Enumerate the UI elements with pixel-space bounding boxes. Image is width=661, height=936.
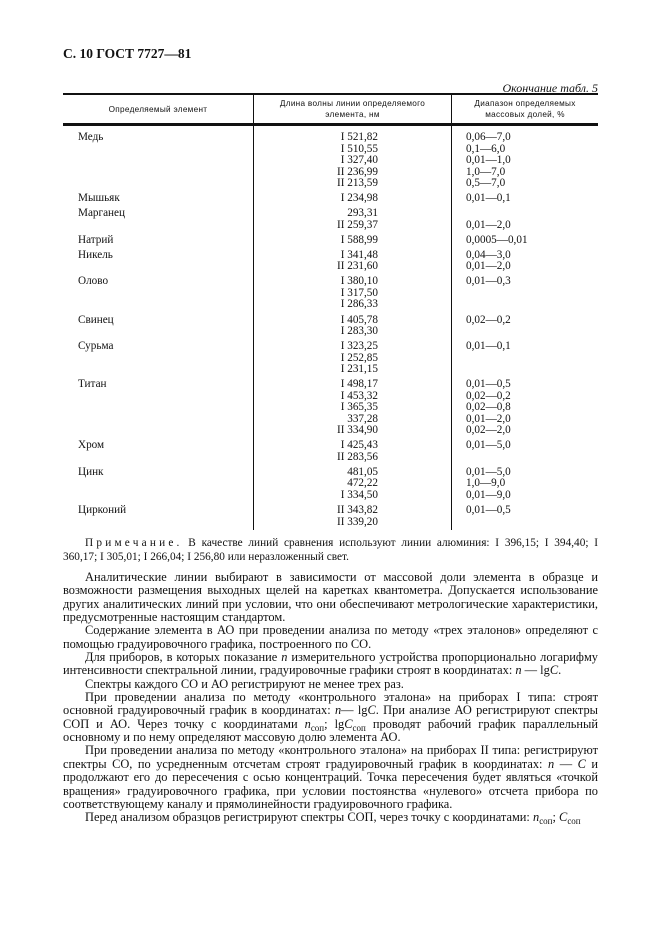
table-note [63,537,598,564]
table-row [63,311,598,338]
range-cell [452,125,599,190]
wavelength-value: I 252,85 [340,351,378,364]
range-value: 0,01—0,5 [466,504,511,517]
element-name: Титан [78,378,107,391]
wavelength-value: I 453,32 [340,389,378,402]
page-header: С. 10 ГОСТ 7727—81 [63,46,192,61]
wavelength-value: II 339,20 [336,515,378,528]
wavelength-cell [254,190,452,205]
wavelength-value: 481,05 [347,465,378,478]
column-header-wavelength: Длина волны линии определяемого элемента, нм [254,94,452,125]
range-value: 0,01—9,0 [466,488,511,501]
subscript: соп [352,722,366,733]
text: . При анализе АО регистрируют спектры СОП и АО. Через точку с координатами [63,703,598,731]
element-cell [63,501,254,530]
element-cell [63,437,254,464]
wavelength-cell [254,376,452,437]
range-value: 0,01—0,1 [466,340,511,353]
text: — lg [521,663,550,678]
wavelength-value: I 521,82 [340,131,378,143]
text: ; lg [324,716,345,731]
table-row [63,501,598,530]
table-row [63,190,598,205]
subscript: соп [310,722,325,733]
math-var: n [334,703,342,718]
table-row [63,273,598,311]
math-var: C [549,663,559,678]
range-value: 0,01—5,0 [466,439,511,452]
wavelength-value: I 588,99 [340,233,378,246]
text: При проведении анализа по методу «контрольного эталона» на приборах I типа: строят основной градуировочный график в координатах: [63,690,598,718]
range-value [452,364,598,376]
wavelength-value: I 405,78 [340,313,378,326]
range-cell [452,246,599,273]
wavelength-value: I 510,55 [340,142,378,155]
wavelength-value: II 259,37 [336,218,378,231]
wavelength-value: I 365,35 [340,401,378,414]
wavelength-value: I 327,40 [340,154,378,166]
wavelength-cell [254,437,452,464]
spectral-lines-table [63,93,598,530]
element-name: Марганец [78,207,126,220]
math-var: C [559,810,568,825]
range-value: 0,01—1,0 [466,154,511,166]
table-row [63,231,598,246]
wavelength-value: II 236,99 [336,165,378,178]
math-var: C [367,703,376,718]
range-cell [452,231,599,246]
wavelength-cell [254,273,452,311]
wavelength-value: I 286,33 [340,298,378,311]
text: проводят рабочий график параллельный основному и по нему определяют массовую долю элемента АО. [63,716,598,745]
wavelength-value: I 334,50 [340,488,378,501]
range-cell [452,501,599,530]
table-row [63,437,598,464]
text: и продолжают его до пересечения с осью концентраций. Точка пересечения будет являться «точкой вращения» градуировочного графика, при условии постоянства «нулевого» отсчета прибора по соответствующему каналу и прямолинейности градуировочного графика. [63,756,598,811]
math-var: n [515,663,522,678]
text: . [558,663,562,678]
range-value: 1,0—7,0 [466,165,506,178]
text: При проведении анализа по методу «контрольного эталона» на приборах II типа: регистрируют спектры СО, по усредненным отсчетам строят градуировочный график в координатах: [63,743,598,771]
range-cell [452,437,599,464]
wavelength-value: I 317,50 [340,286,378,299]
range-value [452,208,598,220]
paragraph: Содержание элемента в АО при проведении анализа по методу «трех эталонов» определяют с помощью градуировочного графика, построенного по СО. [63,623,598,651]
text: Перед анализом образцов регистрируют спектры СОП, через точку с координатами: [85,810,533,825]
paragraph: Аналитические линии выбирают в зависимости от массовой доли элемента в образце и возможности размещения выходных щелей на каретках квантометра. Допускается использование других аналитических линий при условии, что они обеспечивают метрологические характеристики, предусмотренные настоящим стандартом. [63,570,598,625]
element-cell [63,205,254,232]
range-value [452,299,598,311]
range-value: 0,01—0,5 [466,378,511,391]
range-value: 0,1—6,0 [466,142,506,155]
element-name: Свинец [78,313,114,326]
subscript: соп [567,816,581,827]
range-value: 0,04—3,0 [466,248,511,261]
wavelength-value: 293,31 [347,207,378,220]
table-continuation-label: Окончание табл. 5 [502,81,598,95]
paragraph [63,744,598,811]
paragraph [63,651,598,678]
column-header-element: Определяемый элемент [63,94,254,125]
wavelength-value: I 283,30 [340,325,378,338]
math-var: C [344,716,353,731]
range-value: 1,0—9,0 [466,477,506,490]
text: — lg [341,703,368,718]
range-value: 0,01—2,0 [466,260,511,273]
note-text: В качестве линий сравнения используют линии алюминия: I 396,15; I 394,40; I 360,17; I 305,01; I 266,04; I 256,80 или неразложенный свет. [63,537,598,563]
column-header-range: Диапазон определяемых массовых долей, % [452,94,599,125]
range-value [452,353,598,365]
range-value: 0,06—7,0 [466,131,511,143]
text: — [554,756,578,771]
range-value: 0,01—0,3 [466,275,511,288]
wavelength-value: I 234,98 [340,192,378,205]
range-value: 0,02—0,2 [466,313,511,326]
wavelength-value: 472,22 [347,477,378,490]
table-row [63,246,598,273]
wavelength-cell [254,246,452,273]
range-cell [452,190,599,205]
math-var: n [304,716,311,731]
text: измерительного устройства пропорционально логарифму интенсивности спектральной линии, градуировочные графики строят в координатах: [63,650,598,678]
wavelength-value: I 498,17 [340,378,378,391]
element-cell [63,376,254,437]
range-value: 0,01—5,0 [466,465,511,478]
element-name: Олово [78,275,109,288]
text: ; [552,810,560,825]
range-value [452,326,598,338]
element-name: Цирконий [78,504,127,517]
wavelength-value: II 334,90 [336,424,378,437]
element-cell [63,273,254,311]
range-cell [452,311,599,338]
range-value: 0,01—2,0 [466,218,511,231]
body-text [63,571,598,825]
range-cell [452,273,599,311]
math-var: n [281,650,288,665]
wavelength-cell [254,311,452,338]
math-var: n [547,756,555,771]
range-cell [452,338,599,376]
element-name: Цинк [78,465,104,478]
range-value: 0,0005—0,01 [466,233,528,246]
element-cell [63,246,254,273]
wavelength-value: I 425,43 [340,439,378,452]
element-name: Хром [78,439,105,452]
range-value: 0,5—7,0 [466,177,506,189]
wavelength-value: 337,28 [347,412,378,425]
element-cell [63,311,254,338]
element-name: Сурьма [78,340,114,353]
wavelength-value: I 341,48 [340,248,378,261]
element-name: Натрий [78,233,114,246]
wavelength-value: I 380,10 [340,275,378,288]
table-row [63,376,598,437]
range-value: 0,01—2,0 [466,412,511,425]
math-var: C [577,756,586,771]
range-value [452,288,598,300]
wavelength-value: II 343,82 [336,504,378,517]
element-cell [63,125,254,190]
table-row [63,125,598,190]
element-name: Медь [78,131,104,143]
paragraph [63,810,598,827]
range-value: 0,02—0,8 [466,401,511,414]
element-name: Никель [78,248,113,261]
table-header-row [63,94,598,125]
wavelength-cell [254,205,452,232]
table-row [63,338,598,376]
range-value: 0,01—0,1 [466,192,511,205]
wavelength-value: II 283,56 [336,450,378,463]
element-cell [63,338,254,376]
wavelength-value: II 231,60 [336,260,378,273]
range-cell [452,376,599,437]
wavelength-cell [254,125,452,190]
range-value [452,517,598,529]
element-cell [63,463,254,501]
wavelength-cell [254,338,452,376]
wavelength-cell [254,501,452,530]
text: Для приборов, в которых показание [85,650,282,665]
wavelength-value: I 323,25 [340,340,378,353]
table-row [63,205,598,232]
subscript: соп [539,816,553,827]
paragraph: Спектры каждого СО и АО регистрируют не менее трех раз. [85,676,404,691]
element-cell [63,231,254,246]
element-name: Мышьяк [78,192,120,205]
element-cell [63,190,254,205]
range-value: 0,02—0,2 [466,389,511,402]
note-label: Примечание. [85,537,183,549]
table-row [63,463,598,501]
wavelength-cell [254,463,452,501]
wavelength-cell [254,231,452,246]
range-cell [452,463,599,501]
wavelength-value: I 231,15 [340,363,378,376]
math-var: n [532,810,540,825]
range-cell [452,205,599,232]
paragraph [63,691,598,744]
range-value [452,452,598,464]
wavelength-value: II 213,59 [336,177,378,189]
range-value: 0,02—2,0 [466,424,511,437]
